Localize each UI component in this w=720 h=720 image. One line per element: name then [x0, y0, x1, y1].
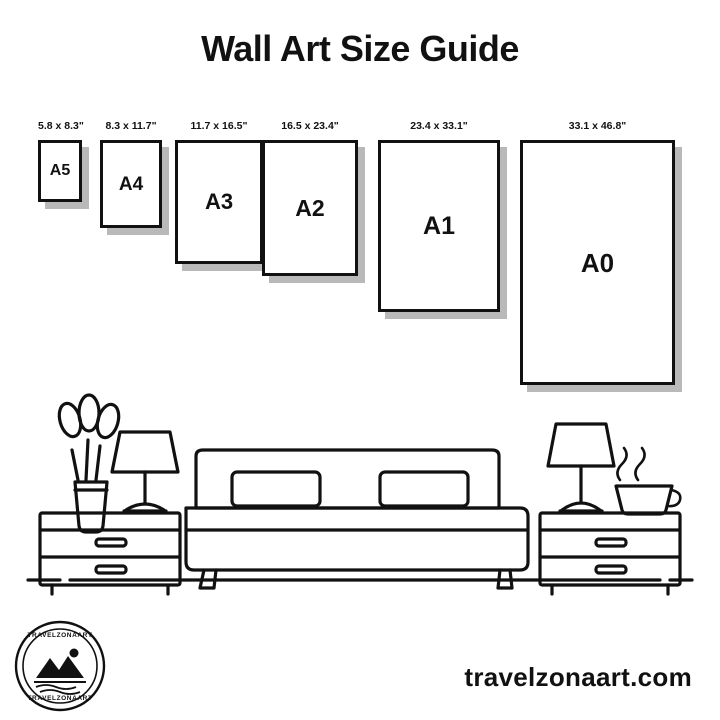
poster-dimension-label: 5.8 x 8.3": [38, 120, 84, 132]
poster-group-a5: [38, 0, 92, 179]
brand-logo[interactable]: [14, 620, 106, 712]
poster-label: A0: [580, 247, 615, 278]
poster-group-a0: [520, 0, 685, 278]
right-nightstand-icon: [540, 513, 680, 594]
poster-group-a2: [262, 0, 368, 221]
footer: [0, 600, 720, 720]
bed-icon: [186, 450, 528, 588]
poster-label: A2: [295, 194, 325, 221]
poster-frame-a3[interactable]: [175, 140, 263, 264]
page-title: Wall Art Size Guide: [201, 28, 519, 69]
poster-frame-a5[interactable]: [38, 140, 82, 202]
bedroom-scene-illustration: [0, 380, 720, 610]
coffee-cup-icon: [616, 448, 680, 514]
poster-label: A1: [423, 211, 455, 240]
poster-group-a1: [378, 0, 510, 240]
right-table-lamp-icon: [548, 424, 614, 511]
poster-group-a3: [175, 0, 273, 214]
poster-frame-a2[interactable]: [262, 140, 358, 276]
poster-label: A4: [118, 173, 144, 195]
poster-dimension-label: 16.5 x 23.4": [281, 120, 339, 132]
poster-dimension-label: 33.1 x 46.8": [568, 120, 627, 132]
poster-label: A5: [49, 162, 71, 179]
left-table-lamp-icon: [112, 432, 178, 511]
poster-label: A3: [204, 189, 234, 214]
poster-dimension-label: 11.7 x 16.5": [190, 120, 248, 132]
poster-frame-a1[interactable]: [378, 140, 500, 312]
left-nightstand-icon: [40, 513, 180, 594]
poster-dimension-label: 8.3 x 11.7": [105, 120, 157, 132]
poster-dimension-label: 23.4 x 33.1": [410, 120, 468, 132]
brand-url[interactable]: travelzonaart.com: [464, 662, 692, 692]
logo-mountain-icon: [34, 649, 86, 695]
logo-text-top: TRAVELZONAART: [27, 632, 93, 639]
poster-frame-a0[interactable]: [520, 140, 675, 385]
poster-group-a4: [100, 0, 172, 195]
poster-frame-a4[interactable]: [100, 140, 162, 228]
logo-text-bottom: TRAVELZONAART: [27, 695, 93, 702]
